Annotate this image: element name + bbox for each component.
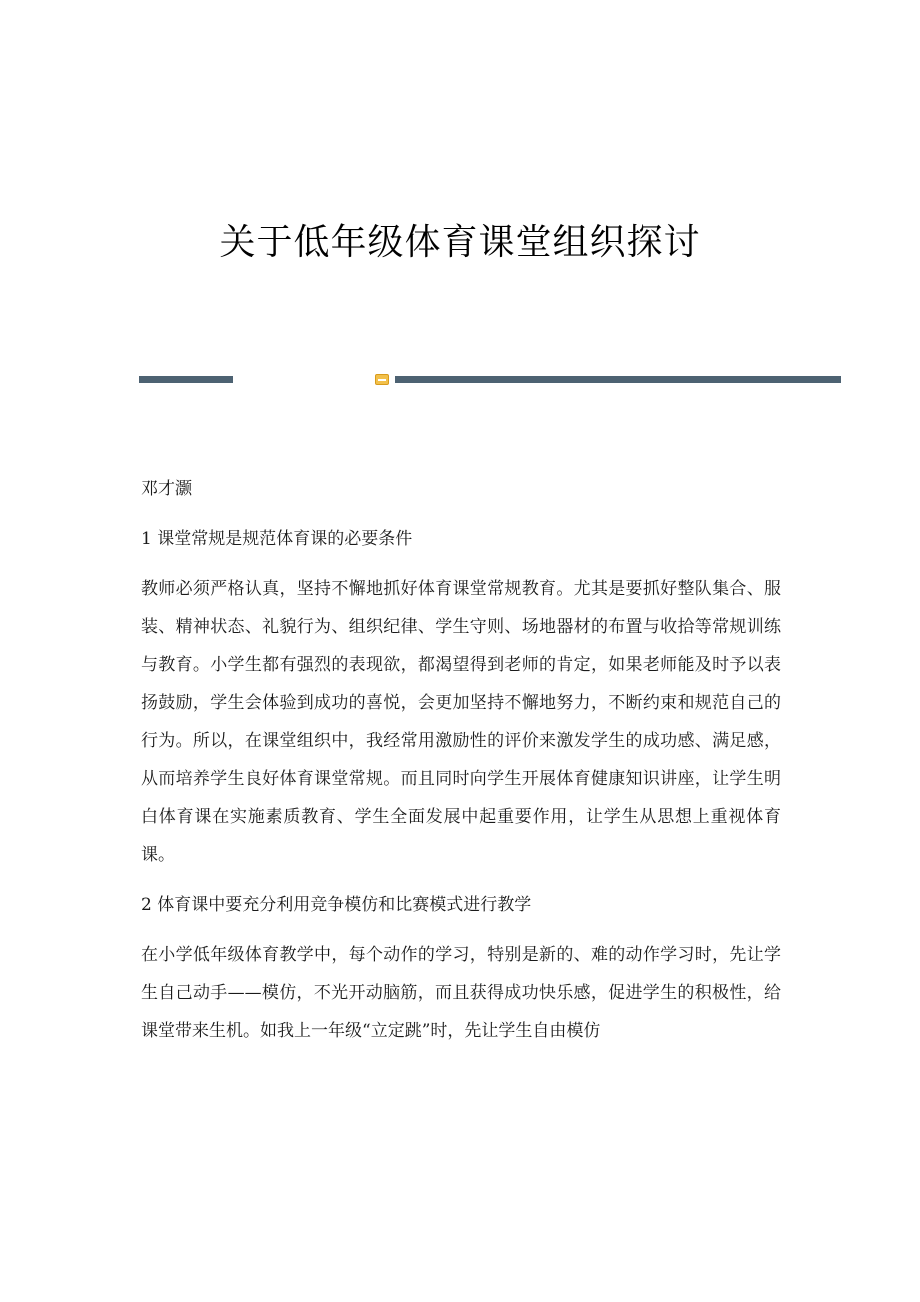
document-body <box>141 470 781 1062</box>
divider-bar-right <box>395 376 841 383</box>
author-name: 邓才灏 <box>141 479 192 499</box>
page-title: 关于低年级体育课堂组织探讨 <box>219 222 701 263</box>
section-heading-2: 2 体育课中要充分利用竞争模仿和比赛模式进行教学 <box>141 895 532 915</box>
section-paragraph-1: 教师必须严格认真，坚持不懈地抓好体育课堂常规教育。尤其是要抓好整队集合、服装、精神状态、礼貌行为、组织纪律、学生守则、场地器材的布置与收拾等常规训练与教育。小学生都有强烈的表现欲，都渴望得到老师的肯定，如果老师能及时予以表扬鼓励，学生会体验到成功的喜悦，会更加坚持不懈地努力，不断约束和规范自己的行为。所以，在课堂组织中，我经常用激励性的评价来激发学生的成功感、满足感，从而培养学生良好体育课堂常规。而且同时向学生开展体育健康知识讲座，让学生明白体育课在实施素质教育、学生全面发展中起重要作用，让学生从思想上重视体育课。 <box>141 579 781 865</box>
section-heading-1: 1 课堂常规是规范体育课的必要条件 <box>141 529 413 549</box>
section-paragraph-2: 在小学低年级体育教学中，每个动作的学习，特别是新的、难的动作学习时，先让学生自己动手——模仿，不光开动脑筋，而且获得成功快乐感，促进学生的积极性，给课堂带来生机。如我上一年级“立定跳”时，先让学生自由模仿 <box>141 945 781 1041</box>
divider-emblem-icon <box>375 374 389 385</box>
divider-bar-left <box>139 376 233 383</box>
title-divider <box>139 374 841 386</box>
